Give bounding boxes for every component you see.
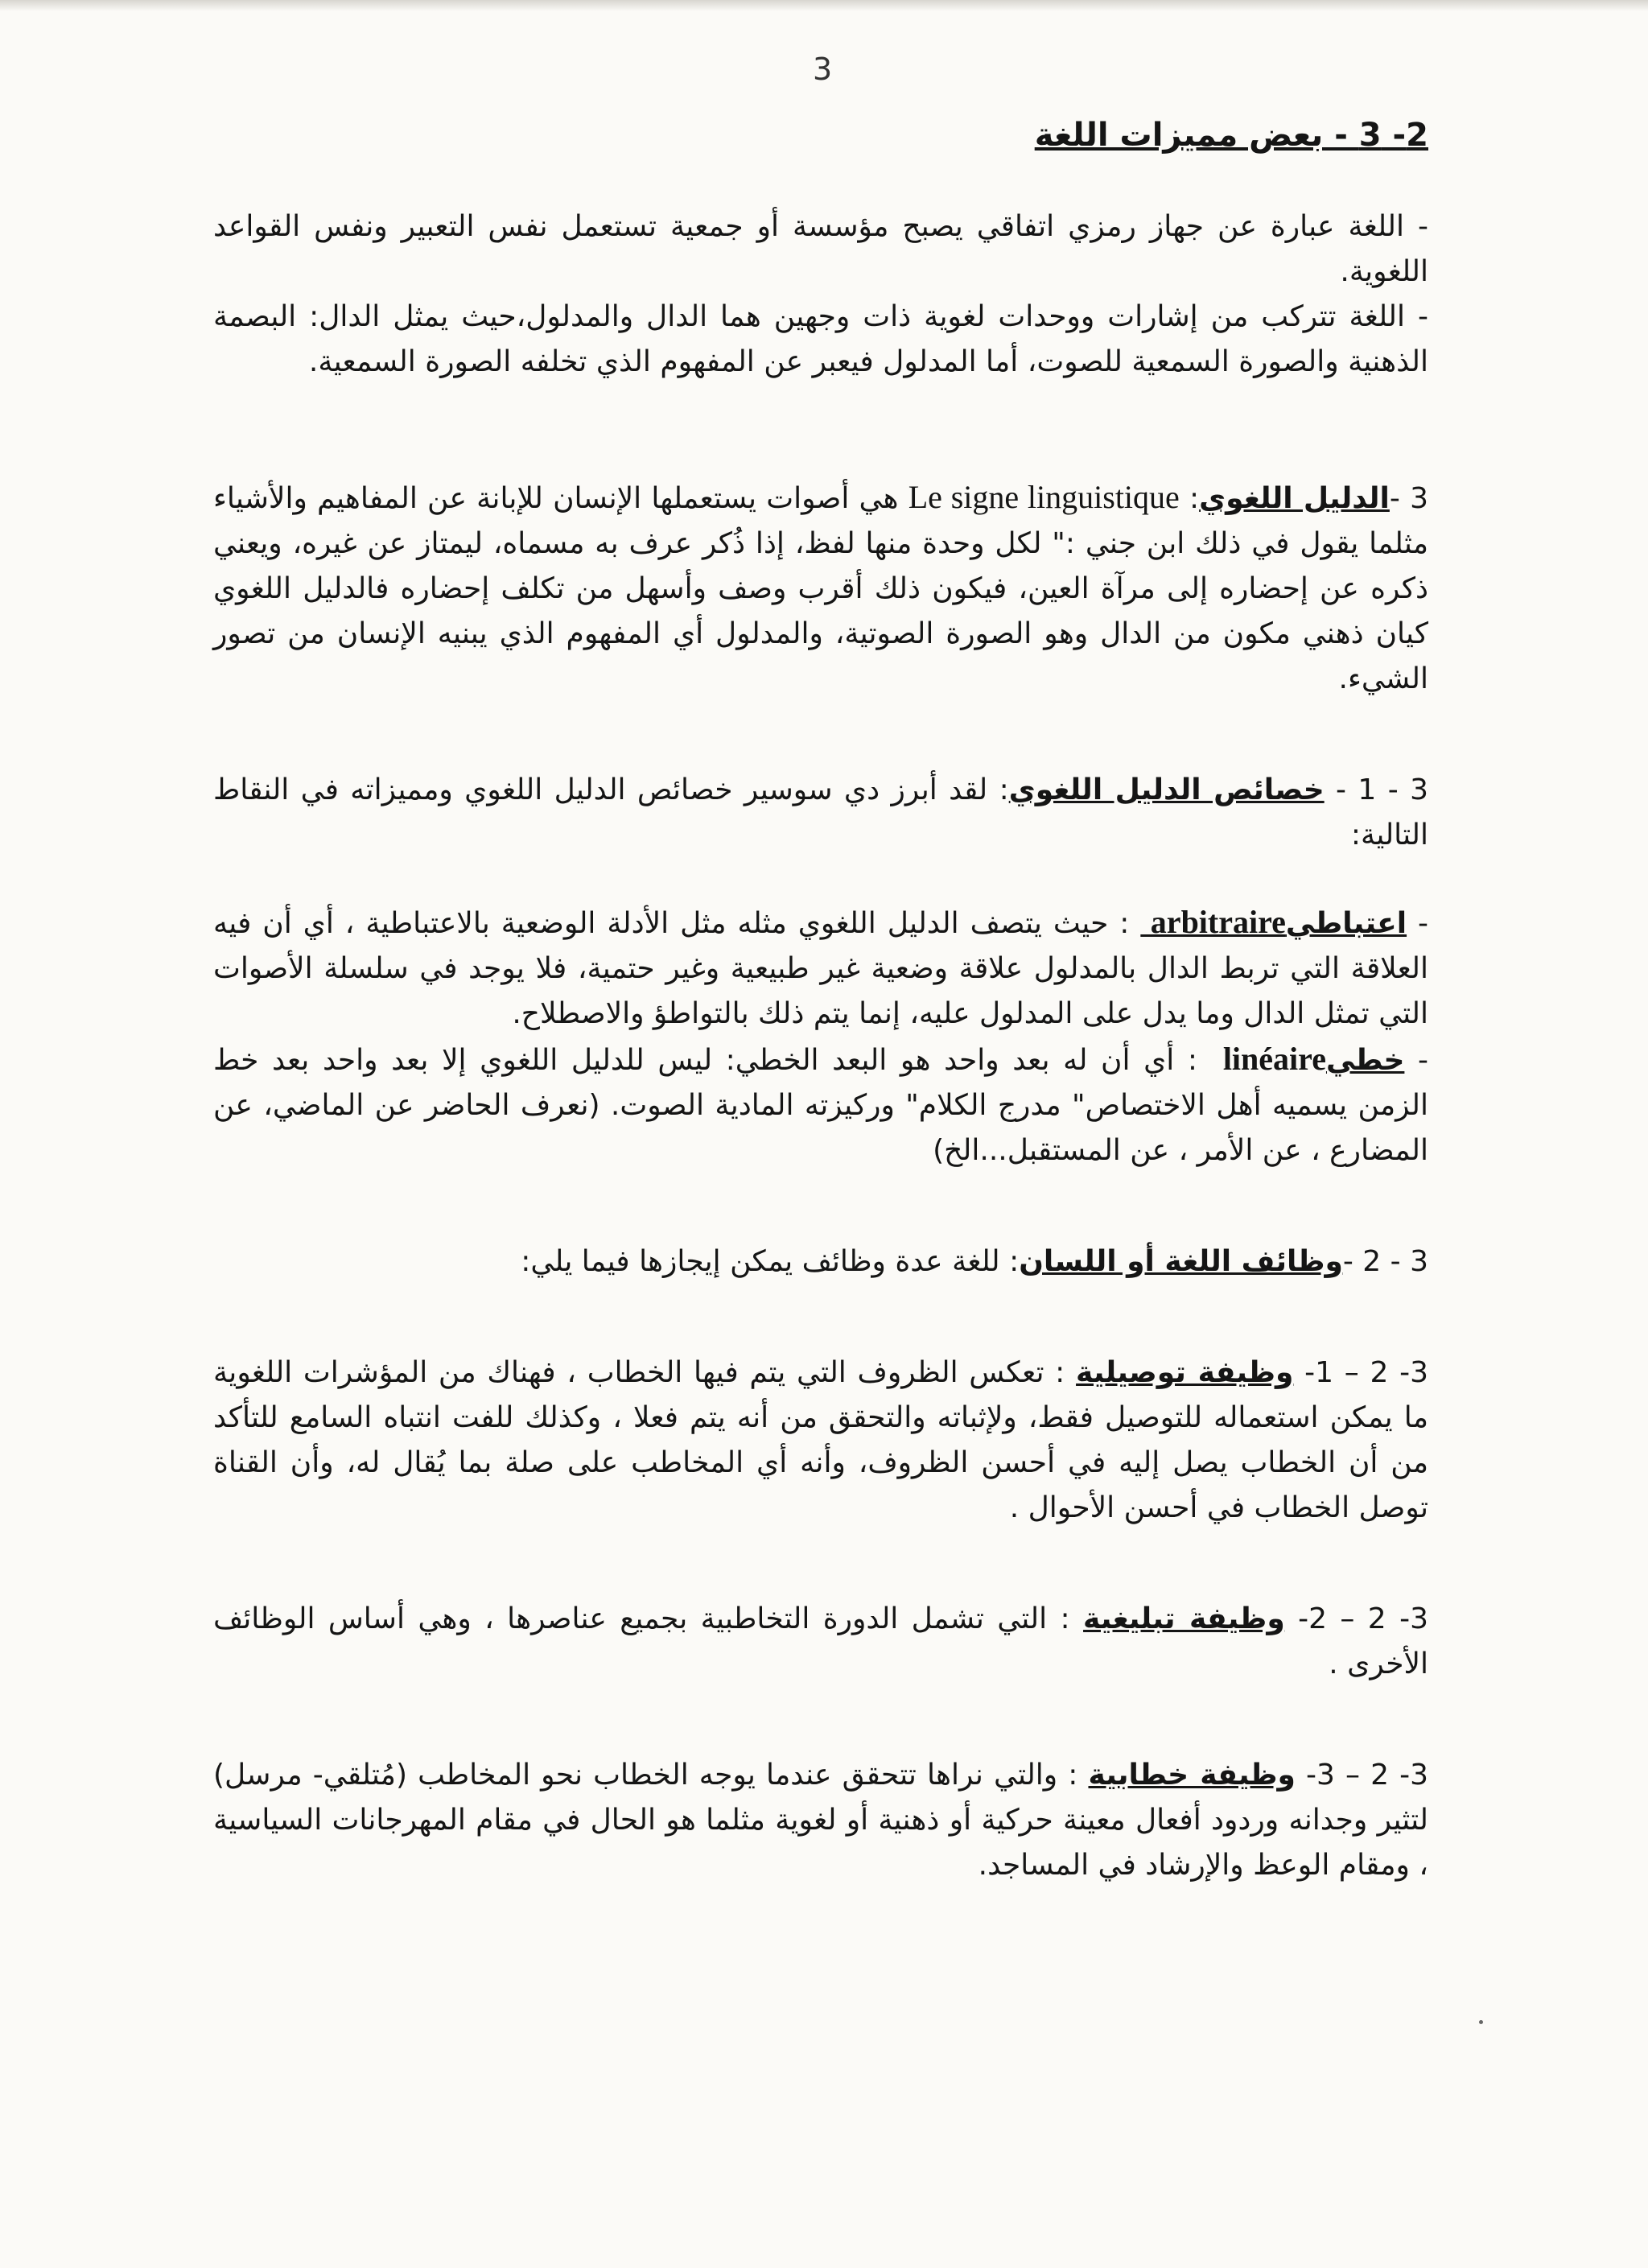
- communicative-function-paragraph: [213, 1350, 1428, 1531]
- section-number: 3- 2 – 3-: [1306, 1759, 1428, 1792]
- arbitrary-paragraph: [213, 900, 1428, 1037]
- term-rhetorical-function: وظيفة خطابية: [1088, 1759, 1296, 1792]
- paragraph-text: : حيث يتصف الدليل اللغوي مثله مثل الأدلة الوضعية بالاعتباطية ، أي أن فيه العلاقة التي تربط الدال بالمدلول علاقة وضعية غير طبيعية وغير حتمية، فلا يوجد في سلسلة الأصوات التي تمثل الدال وما يدل على المدلول عليه، إنما يتم ذلك بالتواطؤ والاصطلاح.: [213, 907, 1428, 1030]
- term-arbitrary: اعتباطي arbitraire: [1140, 904, 1407, 940]
- linear-paragraph: [213, 1037, 1428, 1173]
- section-number: 3 - 2 -: [1342, 1245, 1428, 1278]
- linguistic-sign-paragraph: [213, 475, 1428, 702]
- paragraph-text: : للغة عدة وظائف يمكن إيجازها فيما يلي:: [521, 1245, 1020, 1278]
- bullet-dash: -: [1404, 1044, 1429, 1077]
- language-functions-paragraph: [213, 1239, 1428, 1285]
- scan-speck: [1479, 2020, 1483, 2024]
- term-informative-function: وظيفة تبليغية: [1083, 1602, 1285, 1635]
- bullet-dash: -: [1407, 907, 1428, 940]
- paragraph-text: : والتي نراها تتحقق عندما يوجه الخطاب نحو المخاطب (مُتلقي- مرسل) لتثير وجدانه وردود أفعال معينة حركية أو ذهنية أو لغوية مثلما هو الحال في مقام المهرجانات السياسية ، ومقام الوعظ والإرشاد في المساجد.: [213, 1759, 1428, 1882]
- paragraph-text: هي أصوات يستعملها الإنسان للإبانة عن المفاهيم والأشياء مثلما يقول في ذلك ابن جني :" لكل وحدة منها لفظ، إذا ذُكر عرف به مسماه، ليمتاز عن غيره، ويعني ذكره عن إحضاره إلى مرآة العين، فيكون ذلك أقرب وصف وأسهل من تكلف إحضاره فالدليل اللغوي كيان ذهني مكون من الدال وهو الصورة الصوتية، والمدلول أي المفهوم الذي يبنيه الإنسان من تصور الشيء.: [213, 482, 1428, 695]
- scan-top-edge: [0, 0, 1648, 11]
- section-number: 3 -: [1389, 482, 1428, 515]
- informative-function-paragraph: [213, 1597, 1428, 1687]
- section-number: 3- 2 – 2-: [1298, 1602, 1428, 1635]
- paragraph-text: : لقد أبرز دي سوسير خصائص الدليل اللغوي ومميزاته في النقاط التالية:: [213, 773, 1428, 852]
- term-communicative-function: وظيفة توصيلية: [1076, 1356, 1294, 1389]
- intro-paragraph-2: - اللغة تتركب من إشارات ووحدات لغوية ذات وجهين هما الدال والمدلول،حيث يمثل الدال: البصمة الذهنية والصورة السمعية للصوت، أما المدلول فيعبر عن المفهوم الذي تخلفه الصورة السمعية.: [213, 300, 1428, 378]
- term-language-functions: وظائف اللغة أو اللسان: [1019, 1245, 1343, 1278]
- term-linguistic-sign: الدليل اللغوي: [1199, 482, 1390, 515]
- section-heading: 2- 3 - بعض مميزات اللغة: [1034, 117, 1428, 154]
- rhetorical-function-paragraph: [213, 1753, 1428, 1888]
- section-number: 3 - 1 -: [1336, 773, 1428, 806]
- colon: :: [1179, 482, 1200, 515]
- intro-paragraph-1: - اللغة عبارة عن جهاز رمزي اتفاقي يصبح مؤسسة أو جمعية تستعمل نفس التعبير ونفس القواعد اللغوية.: [213, 210, 1428, 288]
- document-body: [213, 113, 1428, 1888]
- paragraph-text: : تعكس الظروف التي يتم فيها الخطاب ، فهناك من المؤشرات اللغوية ما يمكن استعماله للتوصيل فقط، ولإثباته والتحقق من أنه يتم فعلا ، وكذلك للفت انتباه السامع للتأكد من أن الخطاب يصل إليه في أحسن الظروف، وأنه أي المخاطب على صلة بما يُقال له، وأن القناة توصل الخطاب في أحسن الأحوال .: [213, 1356, 1428, 1524]
- latin-term: arbitraire: [1140, 904, 1286, 940]
- paragraph-text: : أي أن له بعد واحد هو البعد الخطي: ليس للدليل اللغوي إلا بعد واحد بعد خط الزمن يسميه أهل الاختصاص" مدرج الكلام" وركيزته المادية الصوت. (نعرف الحاضر عن الماضي، عن المضارع ، عن الأمر ، عن المستقبل...الخ): [213, 1044, 1428, 1167]
- page-number: 3: [813, 52, 833, 87]
- term-sign-features: خصائص الدليل اللغوي: [1008, 773, 1325, 806]
- sign-features-paragraph: [213, 768, 1428, 858]
- latin-term: Le signe linguistique: [908, 479, 1180, 515]
- term-linear: خطي: [1325, 1044, 1405, 1077]
- section-number: 3- 2 – 1-: [1304, 1356, 1429, 1389]
- paragraph-text: : التي تشمل الدورة التخاطبية بجميع عناصرها ، وهي أساس الوظائف الأخرى .: [213, 1602, 1428, 1680]
- latin-term: linéaire: [1210, 1041, 1326, 1077]
